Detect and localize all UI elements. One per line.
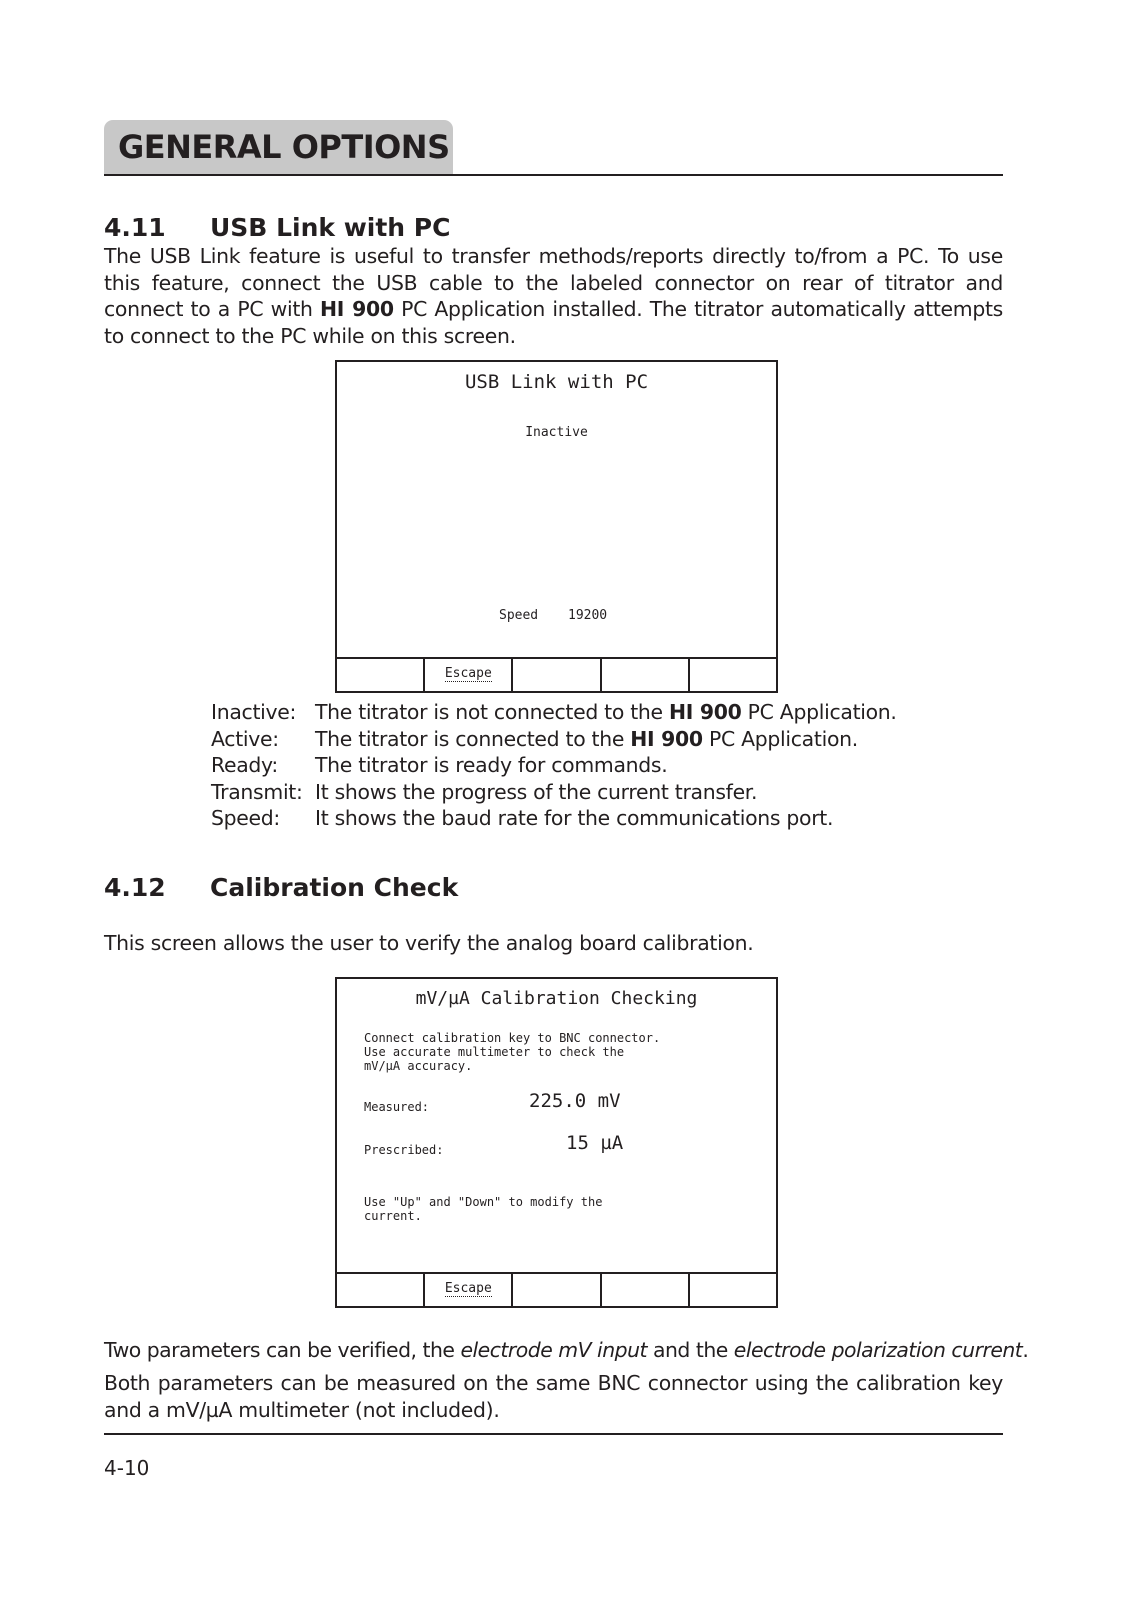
definition-product: HI 900 [630,726,703,751]
definition-row [211,779,757,806]
usb-paragraph [104,243,1003,349]
definition-text: The titrator is connected to the [315,726,631,751]
softkey-escape[interactable]: Escape [425,659,513,691]
text-run: . [1022,1338,1029,1362]
text-run: electrode polarization current [733,1338,1023,1362]
softkey-1[interactable] [337,1274,425,1306]
definition-term: Inactive: [211,700,297,724]
definition-row [211,805,833,832]
instructions-line-1: Connect calibration key to BNC connector. [364,1031,661,1045]
text-run: Two parameters can be verified, the [104,1338,461,1362]
softkey-4[interactable] [602,1274,690,1306]
section-number: 4.12 [104,873,166,902]
section-heading-usb [104,212,450,244]
measured-label: Measured: [364,1100,430,1114]
text-run: and the [647,1338,734,1362]
header-rule [104,174,1003,176]
chapter-header: GENERAL OPTIONS [104,120,453,174]
softkey-1[interactable] [337,659,425,691]
definition-text: It shows the progress of the current transfer. [315,779,758,804]
screen-title: mV/µA Calibration Checking [415,988,698,1009]
prescribed-label: Prescribed: [364,1143,444,1157]
softkey-escape[interactable]: Escape [425,1274,513,1306]
definition-row [211,726,858,753]
footer-rule [104,1433,1003,1435]
hint-line-1: Use "Up" and "Down" to modify the [364,1195,603,1209]
softkey-5[interactable] [690,1274,776,1306]
softkey-bar [337,657,776,691]
instructions-line-2: Use accurate multimeter to check the [364,1045,625,1059]
section-number: 4.11 [104,213,166,242]
section-title: USB Link with PC [210,213,451,242]
definition-term: Ready: [211,753,278,777]
softkey-bar [337,1272,776,1306]
text-run: HI 900 [320,297,394,321]
measured-value: 225.0 mV [529,1090,621,1112]
page-number: 4-10 [104,1456,150,1480]
prescribed-value: 15 µA [566,1132,624,1154]
definition-text: The titrator is not connected to the [315,700,669,724]
speed-value: 19200 [568,608,608,623]
definition-text: It shows the baud rate for the communications port. [315,806,834,830]
definition-text: The titrator is ready for commands. [315,753,668,777]
text-run: PC Application installed. The titrator automatically attempts to connect to the PC while on this screen. [104,297,1004,348]
calibration-screen [335,977,778,1308]
text-run: electrode mV input [460,1338,647,1362]
definition-text: PC Application. [702,726,858,751]
section-title: Calibration Check [210,873,459,902]
link-status: Inactive [525,425,588,440]
measurement-paragraph: Both parameters can be measured on the same BNC connector using the calibration key and a mV/µA multimeter (not included). [104,1371,1003,1422]
definition-product: HI 900 [668,700,742,724]
usb-link-screen [335,360,778,693]
definition-term: Transmit: [211,779,303,804]
parameters-paragraph [104,1337,1029,1364]
definition-row [211,699,897,726]
hint-line-2: current. [364,1209,422,1223]
definition-row [211,752,667,779]
softkey-5[interactable] [690,659,776,691]
text-run: The USB Link feature is useful to transfer methods/reports directly to/from a PC. To use this feature, connect the USB cable to the labeled connector on rear of titrator and connect to a PC with [104,244,1003,321]
softkey-4[interactable] [602,659,690,691]
softkey-3[interactable] [513,659,601,691]
definition-term: Speed: [211,806,280,830]
softkey-3[interactable] [513,1274,601,1306]
section-heading-calibration [104,872,458,904]
speed-label: Speed [499,608,539,623]
definition-term: Active: [211,726,279,751]
definition-text: PC Application. [741,700,897,724]
calibration-intro: This screen allows the user to verify the analog board calibration. [104,931,754,955]
instructions-line-3: mV/µA accuracy. [364,1059,473,1073]
screen-title: USB Link with PC [464,371,649,393]
